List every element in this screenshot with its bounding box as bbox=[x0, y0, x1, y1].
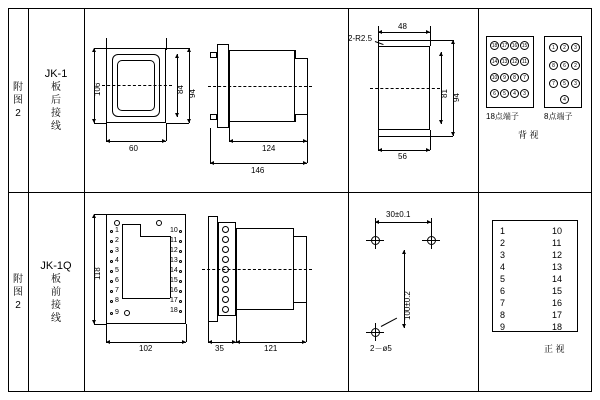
front-view-terminal-16: 16 bbox=[552, 298, 563, 308]
row2-side-label-line3: 2 bbox=[15, 299, 21, 311]
dim-94b-ext-bottom bbox=[430, 136, 453, 137]
terminal-18-15: 4 bbox=[510, 89, 519, 98]
relay2-side-terminal-1 bbox=[222, 226, 229, 233]
terminal-8-2: 2 bbox=[560, 43, 569, 52]
terminal-8-4: 8 bbox=[549, 61, 558, 70]
cutout-bottom-edge bbox=[378, 136, 430, 137]
front-view-terminal-14: 14 bbox=[552, 274, 563, 284]
front-terminal-label-8: 8 bbox=[115, 297, 119, 304]
front-terminal-label-6: 6 bbox=[115, 277, 119, 284]
dim-124-ext-left bbox=[229, 122, 230, 141]
dim-35-ext-right bbox=[236, 310, 237, 342]
row1-drawing-front-and-side bbox=[84, 8, 348, 192]
relay-side-screw-top bbox=[210, 52, 217, 58]
front-terminal-dot-14 bbox=[179, 270, 182, 273]
row1-mount-line3: 接 bbox=[51, 107, 61, 119]
dim-84-arrow-bottom bbox=[175, 113, 179, 117]
front-terminal-label-15: 15 bbox=[170, 277, 178, 284]
dim-81-arrow-top bbox=[439, 52, 443, 56]
dim-118-ext-top bbox=[94, 214, 106, 215]
front-terminal-label-14: 14 bbox=[170, 267, 178, 274]
row2-drawing-drill bbox=[348, 192, 478, 392]
terminal-18-6: 13 bbox=[501, 59, 508, 65]
dim-48-text: 48 bbox=[398, 22, 407, 31]
row2-model-label bbox=[28, 192, 84, 392]
relay2-side-terminal-8 bbox=[222, 296, 229, 303]
dim-35-text: 35 bbox=[215, 344, 224, 353]
dim-94-ext-top bbox=[166, 48, 189, 49]
front-terminal-dot-7 bbox=[110, 290, 113, 293]
terminal-8-8: 5 bbox=[560, 79, 569, 88]
front-view-terminal-8: 8 bbox=[500, 310, 506, 320]
front-terminal-dot-2 bbox=[110, 240, 113, 243]
dim-48-ext-left bbox=[378, 26, 379, 40]
dim-102-ext-left bbox=[106, 324, 107, 342]
terminal-18-3: 16 bbox=[511, 43, 518, 49]
front-terminal-label-12: 12 bbox=[170, 247, 178, 254]
front-terminal-label-3: 3 bbox=[115, 247, 119, 254]
front-terminal-dot-15 bbox=[179, 280, 182, 283]
row1-side-label bbox=[8, 8, 28, 192]
front-terminal-label-1: 1 bbox=[115, 227, 119, 234]
front-terminal-dot-8 bbox=[110, 300, 113, 303]
dim-35-ext-left bbox=[208, 322, 209, 342]
dim-100-arrow-bottom bbox=[402, 324, 406, 328]
relay2-inner-b bbox=[122, 298, 170, 299]
terminal-18-7: 12 bbox=[511, 59, 518, 65]
dim-60-ext-left bbox=[106, 123, 107, 141]
relay2-side-terminal-2 bbox=[222, 236, 229, 243]
dim-106-ext-bottom bbox=[94, 123, 106, 124]
row1-side-label-line1: 附 bbox=[13, 81, 23, 93]
relay2-side-terminal-7 bbox=[222, 286, 229, 293]
front-terminal-dot-17 bbox=[179, 300, 182, 303]
front-view-terminal-2: 2 bbox=[500, 238, 506, 248]
relay2-inner-t2 bbox=[140, 236, 170, 237]
row1-drawing-cutout bbox=[348, 8, 478, 192]
row1-mount-line4: 线 bbox=[51, 120, 61, 132]
front-terminal-label-7: 7 bbox=[115, 287, 119, 294]
front-view-terminal-4: 4 bbox=[500, 262, 506, 272]
terminal-8-6: 2 bbox=[571, 61, 580, 70]
relay2-side-taper-bottom bbox=[294, 302, 306, 303]
dim-124-line bbox=[229, 141, 307, 142]
dim-100-arrow-top bbox=[402, 250, 406, 254]
dim-48-ext-right bbox=[430, 26, 431, 40]
relay-side-step-top bbox=[295, 50, 296, 58]
label-rear-view: 背 视 bbox=[518, 130, 539, 140]
dim-r25-text: 2-R2.5 bbox=[348, 34, 373, 43]
dim-94b-ext-top bbox=[430, 40, 453, 41]
front-terminal-dot-11 bbox=[179, 240, 182, 243]
terminal-18-13: 6 bbox=[490, 89, 499, 98]
dim-121-arrow-left bbox=[236, 340, 240, 344]
front-terminal-label-11: 11 bbox=[170, 237, 178, 244]
dim-56-text: 56 bbox=[398, 152, 407, 161]
terminal-18-12: 7 bbox=[520, 73, 529, 82]
row2-side-label-line1: 附 bbox=[13, 273, 23, 285]
front-terminal-label-16: 16 bbox=[170, 287, 178, 294]
row2-drawing-front-and-side bbox=[84, 192, 348, 392]
flange-left-top bbox=[106, 38, 107, 50]
hole-callout-leader bbox=[381, 318, 397, 327]
dim-94-text: 94 bbox=[188, 89, 197, 98]
dim-102-line bbox=[106, 342, 186, 343]
relay2-inner-l3 bbox=[122, 244, 123, 298]
relay2-inner-l2 bbox=[140, 224, 141, 236]
front-terminal-dot-4 bbox=[110, 260, 113, 263]
dim-60-text: 60 bbox=[129, 144, 138, 153]
terminal-8-10: 4 bbox=[560, 95, 569, 104]
dim-30-line bbox=[375, 222, 431, 223]
front-terminal-dot-10 bbox=[179, 230, 182, 233]
dim-30-ext-left bbox=[375, 218, 376, 231]
dim-146-ext-right bbox=[307, 141, 308, 163]
dim-60-ext-right bbox=[166, 123, 167, 141]
row2-drawing-terminals bbox=[478, 192, 592, 392]
relay2-side-centerline bbox=[202, 269, 312, 270]
terminal-18-9: 10 bbox=[491, 75, 498, 81]
front-terminal-label-4: 4 bbox=[115, 257, 119, 264]
row1-side-label-line2: 图 bbox=[13, 94, 23, 106]
front-terminal-dot-9 bbox=[110, 312, 113, 315]
dim-102-text: 102 bbox=[139, 344, 153, 353]
front-terminal-dot-13 bbox=[179, 260, 182, 263]
relay2-inner-l1 bbox=[122, 224, 123, 244]
dim-56-ext-left bbox=[378, 136, 379, 150]
front-terminal-dot-16 bbox=[179, 290, 182, 293]
terminal-18-14: 5 bbox=[500, 89, 509, 98]
row1-drawing-terminals bbox=[478, 8, 592, 192]
front-view-terminal-12: 12 bbox=[552, 250, 563, 260]
relay2-hole-bottom bbox=[124, 310, 130, 316]
dim-hole-text: 2－ø5 bbox=[370, 344, 392, 353]
row1-side-label-line3: 2 bbox=[15, 107, 21, 119]
dim-81-arrow-bottom bbox=[439, 120, 443, 124]
front-terminal-dot-5 bbox=[110, 270, 113, 273]
front-terminal-label-10: 10 bbox=[170, 227, 178, 234]
dim-84-arrow-top bbox=[175, 54, 179, 58]
dim-94-ext-bottom bbox=[166, 123, 189, 124]
terminal-18-2: 17 bbox=[501, 43, 508, 49]
front-view-terminal-5: 5 bbox=[500, 274, 506, 284]
relay2-side-terminal-5 bbox=[222, 266, 229, 273]
dim-146-ext-left bbox=[210, 128, 211, 163]
dim-94-line bbox=[189, 48, 190, 123]
dim-124-text: 124 bbox=[262, 144, 276, 153]
front-view-terminal-7: 7 bbox=[500, 298, 506, 308]
dim-30-text: 30±0.1 bbox=[386, 210, 411, 219]
front-view-terminal-17: 17 bbox=[552, 310, 563, 320]
relay2-side-taper-top bbox=[294, 236, 306, 237]
dim-94b-line bbox=[453, 40, 454, 136]
front-view-terminal-18: 18 bbox=[552, 322, 563, 332]
row1-mount-line2: 后 bbox=[51, 94, 61, 106]
dim-r25-leader bbox=[375, 41, 384, 45]
terminal-18-10: 9 bbox=[500, 73, 509, 82]
row2-mount-line1: 板 bbox=[51, 273, 61, 285]
relay2-hole-top bbox=[114, 220, 120, 226]
row2-mount-line3: 接 bbox=[51, 299, 61, 311]
front-terminal-label-13: 13 bbox=[170, 257, 178, 264]
dim-84-text: 84 bbox=[176, 85, 185, 94]
front-terminal-label-9: 9 bbox=[115, 309, 119, 316]
dim-106-text: 106 bbox=[93, 82, 102, 96]
dim-48-line bbox=[378, 32, 430, 33]
front-terminal-dot-6 bbox=[110, 280, 113, 283]
row1-model-label bbox=[28, 8, 84, 192]
dim-102-ext-right bbox=[186, 324, 187, 342]
dim-121-ext-right bbox=[306, 303, 307, 342]
dim-121-text: 121 bbox=[264, 344, 278, 353]
front-terminal-dot-1 bbox=[110, 230, 113, 233]
front-view-terminal-15: 15 bbox=[552, 286, 563, 296]
front-terminal-dot-3 bbox=[110, 250, 113, 253]
label-8-terminals: 8点端子 bbox=[544, 112, 573, 121]
dim-146-line bbox=[210, 163, 307, 164]
terminal-18-11: 8 bbox=[510, 73, 519, 82]
terminal-18-5: 14 bbox=[491, 59, 498, 65]
drill-hole-2 bbox=[427, 236, 436, 245]
relay2-inner-t1 bbox=[122, 224, 140, 225]
relay-side-taper-top bbox=[295, 58, 307, 59]
terminal-18-4: 15 bbox=[521, 43, 528, 49]
terminal-18-1: 18 bbox=[491, 43, 498, 49]
front-view-terminal-9: 9 bbox=[500, 322, 506, 332]
terminal-8-3: 3 bbox=[571, 43, 580, 52]
front-terminal-label-17: 17 bbox=[170, 297, 178, 304]
terminal-8-1: 1 bbox=[549, 43, 558, 52]
relay-front-centerline bbox=[102, 85, 172, 86]
dim-118-text: 118 bbox=[93, 267, 102, 280]
relay-side-step-bottom bbox=[295, 114, 296, 122]
front-view-terminal-1: 1 bbox=[500, 226, 506, 236]
dim-30-ext-right bbox=[431, 218, 432, 231]
terminal-18-16: 3 bbox=[520, 89, 529, 98]
relay2-side-terminal-9 bbox=[222, 306, 229, 313]
row1-model-name: JK-1 bbox=[44, 67, 68, 80]
terminal-8-9: 3 bbox=[571, 79, 580, 88]
cutout-centerline bbox=[370, 88, 440, 89]
relay-side-centerline bbox=[208, 86, 312, 87]
label-18-terminals: 18点端子 bbox=[486, 112, 519, 121]
row2-model-name: JK-1Q bbox=[40, 259, 72, 272]
cutout-top-edge bbox=[378, 40, 430, 41]
dim-81-text: 81 bbox=[440, 89, 449, 98]
row2-mount-line4: 线 bbox=[51, 312, 61, 324]
label-front-view: 正 视 bbox=[544, 344, 565, 354]
relay2-side-terminal-3 bbox=[222, 246, 229, 253]
dim-56-ext-right bbox=[430, 136, 431, 150]
row2-mount-line2: 前 bbox=[51, 286, 61, 298]
front-view-terminal-11: 11 bbox=[552, 238, 562, 248]
front-view-terminal-10: 10 bbox=[552, 226, 563, 236]
relay2-hole-top-right bbox=[156, 220, 162, 226]
dim-56-line bbox=[378, 150, 430, 151]
front-terminal-label-18: 18 bbox=[170, 307, 178, 314]
dim-124-ext-right bbox=[307, 115, 308, 141]
front-view-terminal-6: 6 bbox=[500, 286, 506, 296]
dim-94b-text: 94 bbox=[452, 93, 461, 102]
row2-side-label bbox=[8, 192, 28, 392]
front-terminal-dot-12 bbox=[179, 250, 182, 253]
row2-side-label-line2: 图 bbox=[13, 286, 23, 298]
terminal-8-7: 7 bbox=[549, 79, 558, 88]
terminal-18-8: 11 bbox=[521, 59, 528, 65]
relay-side-screw-bottom bbox=[210, 114, 217, 120]
dim-146-text: 146 bbox=[251, 166, 265, 175]
relay2-side-terminal-4 bbox=[222, 256, 229, 263]
terminal-8-5: 6 bbox=[560, 61, 569, 70]
dim-60-line bbox=[106, 141, 166, 142]
dim-100-text: 100±0.2 bbox=[403, 291, 412, 320]
front-terminal-label-2: 2 bbox=[115, 237, 119, 244]
relay-side-taper-bottom bbox=[295, 114, 307, 115]
dim-121-line bbox=[236, 342, 306, 343]
relay2-side-terminal-6 bbox=[222, 276, 229, 283]
front-view-terminal-13: 13 bbox=[552, 262, 563, 272]
dim-106-ext-top bbox=[94, 48, 106, 49]
drill-hole-1 bbox=[371, 236, 380, 245]
front-terminal-dot-18 bbox=[179, 310, 182, 313]
front-terminal-label-5: 5 bbox=[115, 267, 119, 274]
row1-mount-line1: 板 bbox=[51, 81, 61, 93]
dim-81-line bbox=[441, 52, 442, 124]
dim-118-ext-bottom bbox=[94, 324, 106, 325]
drill-hole-3 bbox=[371, 328, 380, 337]
front-view-terminal-3: 3 bbox=[500, 250, 506, 260]
